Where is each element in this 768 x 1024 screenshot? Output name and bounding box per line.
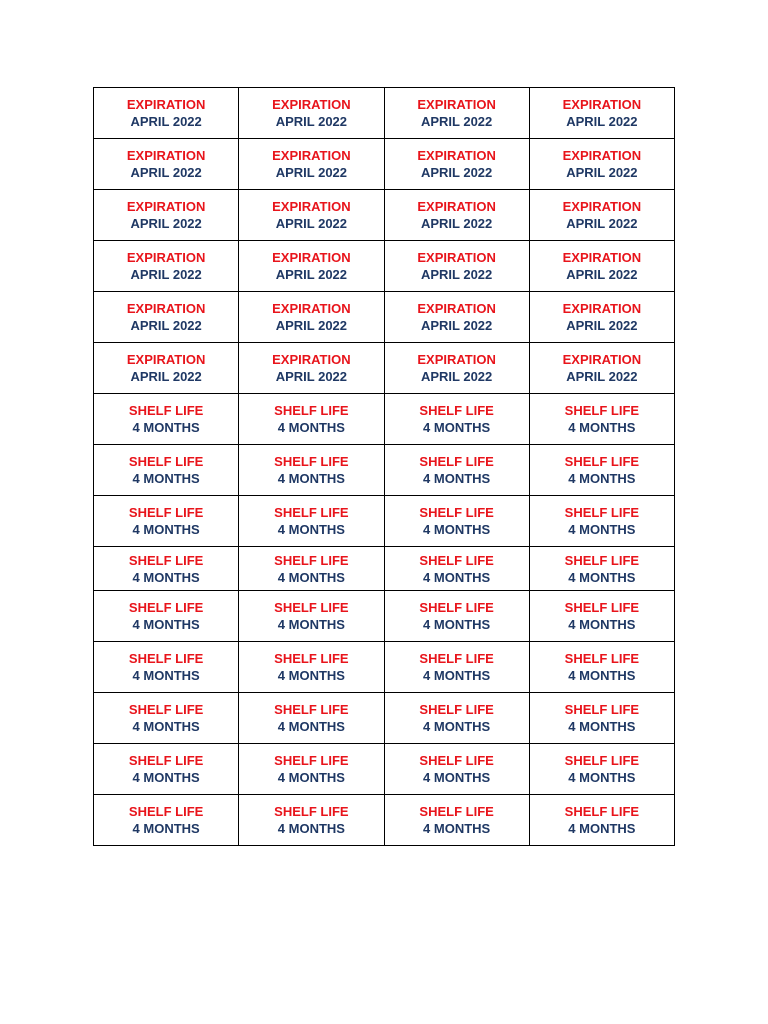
expiration-label-title: EXPIRATION — [126, 352, 206, 367]
expiration-label — [529, 241, 674, 292]
expiration-label-row — [94, 292, 675, 343]
shelf-life-label — [529, 445, 674, 496]
expiration-label — [239, 292, 384, 343]
shelf-life-label — [529, 547, 674, 591]
shelf-life-label — [384, 642, 529, 693]
shelf-life-label-title: SHELF LIFE — [274, 651, 349, 666]
expiration-label-title: EXPIRATION — [272, 199, 351, 214]
expiration-label-title: EXPIRATION — [272, 352, 351, 367]
expiration-label-title: EXPIRATION — [272, 148, 351, 163]
expiration-label — [529, 343, 674, 394]
expiration-label-row — [94, 139, 675, 190]
shelf-life-label — [384, 496, 529, 547]
expiration-label-value: APRIL 2022 — [130, 369, 202, 384]
expiration-label-title: EXPIRATION — [126, 97, 206, 112]
expiration-label — [239, 241, 384, 292]
expiration-label-title: EXPIRATION — [126, 199, 206, 214]
expiration-label-title: EXPIRATION — [562, 250, 642, 265]
expiration-label-value: APRIL 2022 — [275, 165, 348, 180]
expiration-label — [384, 292, 529, 343]
expiration-label — [529, 88, 674, 139]
shelf-life-label-title: SHELF LIFE — [128, 702, 204, 717]
shelf-life-label — [529, 591, 674, 642]
expiration-label-value: APRIL 2022 — [130, 114, 202, 129]
expiration-label-row — [94, 241, 675, 292]
expiration-label — [94, 190, 239, 241]
expiration-label-title: EXPIRATION — [562, 301, 642, 316]
shelf-life-label-value: 4 MONTHS — [568, 821, 636, 836]
shelf-life-label-title: SHELF LIFE — [419, 505, 494, 520]
expiration-label-value: APRIL 2022 — [566, 165, 638, 180]
expiration-label-title: EXPIRATION — [417, 97, 496, 112]
expiration-label-value: APRIL 2022 — [566, 216, 638, 231]
shelf-life-label-value: 4 MONTHS — [277, 719, 345, 734]
expiration-label-value: APRIL 2022 — [566, 114, 638, 129]
expiration-label-value: APRIL 2022 — [420, 165, 493, 180]
shelf-life-label — [384, 445, 529, 496]
shelf-life-label — [94, 496, 239, 547]
expiration-label — [529, 139, 674, 190]
shelf-life-label — [529, 496, 674, 547]
expiration-label-value: APRIL 2022 — [566, 369, 638, 384]
expiration-label — [239, 139, 384, 190]
expiration-label-value: APRIL 2022 — [420, 267, 493, 282]
expiration-label — [384, 241, 529, 292]
shelf-life-label-value: 4 MONTHS — [277, 617, 345, 632]
shelf-life-label — [239, 744, 384, 795]
expiration-label-title: EXPIRATION — [417, 148, 496, 163]
shelf-life-label-value: 4 MONTHS — [568, 569, 636, 585]
expiration-label — [94, 292, 239, 343]
shelf-life-label — [529, 744, 674, 795]
shelf-life-label — [94, 394, 239, 445]
shelf-life-label-row — [94, 795, 675, 846]
shelf-life-label-value: 4 MONTHS — [568, 471, 636, 486]
expiration-label-value: APRIL 2022 — [130, 318, 202, 333]
shelf-life-label — [239, 445, 384, 496]
expiration-label — [94, 88, 239, 139]
shelf-life-label — [239, 642, 384, 693]
shelf-life-label-value: 4 MONTHS — [568, 770, 636, 785]
shelf-life-label — [94, 642, 239, 693]
shelf-life-label-title: SHELF LIFE — [274, 403, 349, 418]
expiration-label-value: APRIL 2022 — [420, 216, 493, 231]
shelf-life-label — [384, 394, 529, 445]
shelf-life-label — [94, 744, 239, 795]
shelf-life-label — [94, 591, 239, 642]
shelf-life-label-value: 4 MONTHS — [423, 420, 491, 435]
shelf-life-label — [529, 394, 674, 445]
expiration-label-value: APRIL 2022 — [566, 318, 638, 333]
shelf-life-label-row — [94, 693, 675, 744]
shelf-life-label-title: SHELF LIFE — [419, 651, 494, 666]
label-grid-body — [94, 88, 675, 846]
shelf-life-label-value: 4 MONTHS — [568, 420, 636, 435]
shelf-life-label — [94, 445, 239, 496]
shelf-life-label-value: 4 MONTHS — [277, 821, 345, 836]
expiration-label-value: APRIL 2022 — [275, 369, 348, 384]
shelf-life-label-value: 4 MONTHS — [568, 719, 636, 734]
shelf-life-label-title: SHELF LIFE — [564, 505, 640, 520]
shelf-life-label-title: SHELF LIFE — [564, 651, 640, 666]
shelf-life-label-value: 4 MONTHS — [277, 471, 345, 486]
shelf-life-label-title: SHELF LIFE — [128, 454, 204, 469]
shelf-life-label-title: SHELF LIFE — [128, 552, 204, 568]
expiration-label — [239, 88, 384, 139]
expiration-label-title: EXPIRATION — [272, 97, 351, 112]
shelf-life-label-value: 4 MONTHS — [132, 821, 200, 836]
shelf-life-label-value: 4 MONTHS — [132, 668, 200, 683]
shelf-life-label-title: SHELF LIFE — [274, 454, 349, 469]
shelf-life-label — [384, 547, 529, 591]
shelf-life-label — [529, 795, 674, 846]
expiration-label-title: EXPIRATION — [126, 301, 206, 316]
shelf-life-label-title: SHELF LIFE — [128, 505, 204, 520]
shelf-life-label — [384, 744, 529, 795]
shelf-life-label-title: SHELF LIFE — [564, 454, 640, 469]
expiration-label-title: EXPIRATION — [562, 352, 642, 367]
shelf-life-label-value: 4 MONTHS — [423, 719, 491, 734]
shelf-life-label-title: SHELF LIFE — [564, 552, 640, 568]
expiration-label-title: EXPIRATION — [417, 352, 496, 367]
expiration-label-title: EXPIRATION — [562, 148, 642, 163]
shelf-life-label-title: SHELF LIFE — [128, 753, 204, 768]
shelf-life-label-value: 4 MONTHS — [132, 522, 200, 537]
shelf-life-label-title: SHELF LIFE — [274, 702, 349, 717]
expiration-label — [239, 190, 384, 241]
label-grid — [93, 87, 675, 846]
shelf-life-label-value: 4 MONTHS — [423, 522, 491, 537]
shelf-life-label-title: SHELF LIFE — [419, 600, 494, 615]
shelf-life-label-value: 4 MONTHS — [132, 770, 200, 785]
shelf-life-label-row — [94, 445, 675, 496]
expiration-label — [384, 190, 529, 241]
shelf-life-label — [239, 693, 384, 744]
shelf-life-label-title: SHELF LIFE — [564, 600, 640, 615]
shelf-life-label — [384, 693, 529, 744]
expiration-label-title: EXPIRATION — [417, 301, 496, 316]
expiration-label-value: APRIL 2022 — [275, 216, 348, 231]
expiration-label — [94, 139, 239, 190]
shelf-life-label-value: 4 MONTHS — [277, 770, 345, 785]
shelf-life-label — [529, 642, 674, 693]
expiration-label — [384, 343, 529, 394]
shelf-life-label-row — [94, 591, 675, 642]
expiration-label-title: EXPIRATION — [562, 199, 642, 214]
shelf-life-label-title: SHELF LIFE — [128, 804, 204, 819]
shelf-life-label-title: SHELF LIFE — [419, 454, 494, 469]
shelf-life-label-title: SHELF LIFE — [564, 804, 640, 819]
expiration-label-title: EXPIRATION — [126, 250, 206, 265]
shelf-life-label-value: 4 MONTHS — [423, 668, 491, 683]
shelf-life-label-value: 4 MONTHS — [132, 471, 200, 486]
expiration-label-value: APRIL 2022 — [566, 267, 638, 282]
shelf-life-label-title: SHELF LIFE — [128, 403, 204, 418]
shelf-life-label — [94, 547, 239, 591]
label-sheet — [93, 87, 675, 846]
shelf-life-label — [94, 795, 239, 846]
shelf-life-label-value: 4 MONTHS — [132, 420, 200, 435]
shelf-life-label-row — [94, 642, 675, 693]
shelf-life-label-title: SHELF LIFE — [128, 651, 204, 666]
shelf-life-label-value: 4 MONTHS — [423, 471, 491, 486]
expiration-label-value: APRIL 2022 — [420, 114, 493, 129]
expiration-label — [94, 241, 239, 292]
shelf-life-label-value: 4 MONTHS — [132, 617, 200, 632]
shelf-life-label-value: 4 MONTHS — [423, 569, 491, 585]
shelf-life-label — [384, 795, 529, 846]
shelf-life-label-row — [94, 744, 675, 795]
expiration-label-value: APRIL 2022 — [275, 267, 348, 282]
shelf-life-label-title: SHELF LIFE — [564, 403, 640, 418]
expiration-label — [529, 190, 674, 241]
shelf-life-label — [384, 591, 529, 642]
shelf-life-label — [239, 547, 384, 591]
shelf-life-label — [94, 693, 239, 744]
expiration-label-value: APRIL 2022 — [275, 318, 348, 333]
expiration-label-value: APRIL 2022 — [275, 114, 348, 129]
shelf-life-label-value: 4 MONTHS — [277, 420, 345, 435]
shelf-life-label-title: SHELF LIFE — [419, 753, 494, 768]
expiration-label — [384, 88, 529, 139]
shelf-life-label-value: 4 MONTHS — [423, 617, 491, 632]
expiration-label-value: APRIL 2022 — [420, 369, 493, 384]
shelf-life-label — [239, 795, 384, 846]
shelf-life-label-title: SHELF LIFE — [274, 505, 349, 520]
shelf-life-label-value: 4 MONTHS — [423, 770, 491, 785]
shelf-life-label — [239, 496, 384, 547]
expiration-label-title: EXPIRATION — [272, 301, 351, 316]
expiration-label-title: EXPIRATION — [417, 250, 496, 265]
shelf-life-label-value: 4 MONTHS — [132, 569, 200, 585]
expiration-label — [94, 343, 239, 394]
shelf-life-label-value: 4 MONTHS — [132, 719, 200, 734]
shelf-life-label-value: 4 MONTHS — [423, 821, 491, 836]
shelf-life-label — [239, 394, 384, 445]
shelf-life-label-title: SHELF LIFE — [128, 600, 204, 615]
shelf-life-label-value: 4 MONTHS — [277, 522, 345, 537]
shelf-life-label — [239, 591, 384, 642]
shelf-life-label-title: SHELF LIFE — [274, 804, 349, 819]
shelf-life-label-title: SHELF LIFE — [274, 600, 349, 615]
shelf-life-label-title: SHELF LIFE — [564, 753, 640, 768]
expiration-label — [384, 139, 529, 190]
expiration-label-title: EXPIRATION — [562, 97, 642, 112]
expiration-label — [239, 343, 384, 394]
shelf-life-label-title: SHELF LIFE — [419, 552, 494, 568]
shelf-life-label-value: 4 MONTHS — [568, 617, 636, 632]
expiration-label-value: APRIL 2022 — [130, 165, 202, 180]
shelf-life-label-value: 4 MONTHS — [277, 668, 345, 683]
shelf-life-label-title: SHELF LIFE — [419, 702, 494, 717]
expiration-label — [529, 292, 674, 343]
expiration-label-title: EXPIRATION — [272, 250, 351, 265]
shelf-life-label-title: SHELF LIFE — [419, 804, 494, 819]
shelf-life-label-title: SHELF LIFE — [274, 552, 349, 568]
shelf-life-label-title: SHELF LIFE — [564, 702, 640, 717]
expiration-label-value: APRIL 2022 — [420, 318, 493, 333]
expiration-label-title: EXPIRATION — [417, 199, 496, 214]
shelf-life-label-title: SHELF LIFE — [274, 753, 349, 768]
expiration-label-title: EXPIRATION — [126, 148, 206, 163]
shelf-life-label-value: 4 MONTHS — [277, 569, 345, 585]
shelf-life-label-row — [94, 394, 675, 445]
expiration-label-row — [94, 343, 675, 394]
shelf-life-label-row — [94, 496, 675, 547]
shelf-life-label — [529, 693, 674, 744]
shelf-life-label-row — [94, 547, 675, 591]
expiration-label-row — [94, 88, 675, 139]
expiration-label-value: APRIL 2022 — [130, 216, 202, 231]
shelf-life-label-value: 4 MONTHS — [568, 522, 636, 537]
shelf-life-label-value: 4 MONTHS — [568, 668, 636, 683]
expiration-label-row — [94, 190, 675, 241]
expiration-label-value: APRIL 2022 — [130, 267, 202, 282]
shelf-life-label-title: SHELF LIFE — [419, 403, 494, 418]
